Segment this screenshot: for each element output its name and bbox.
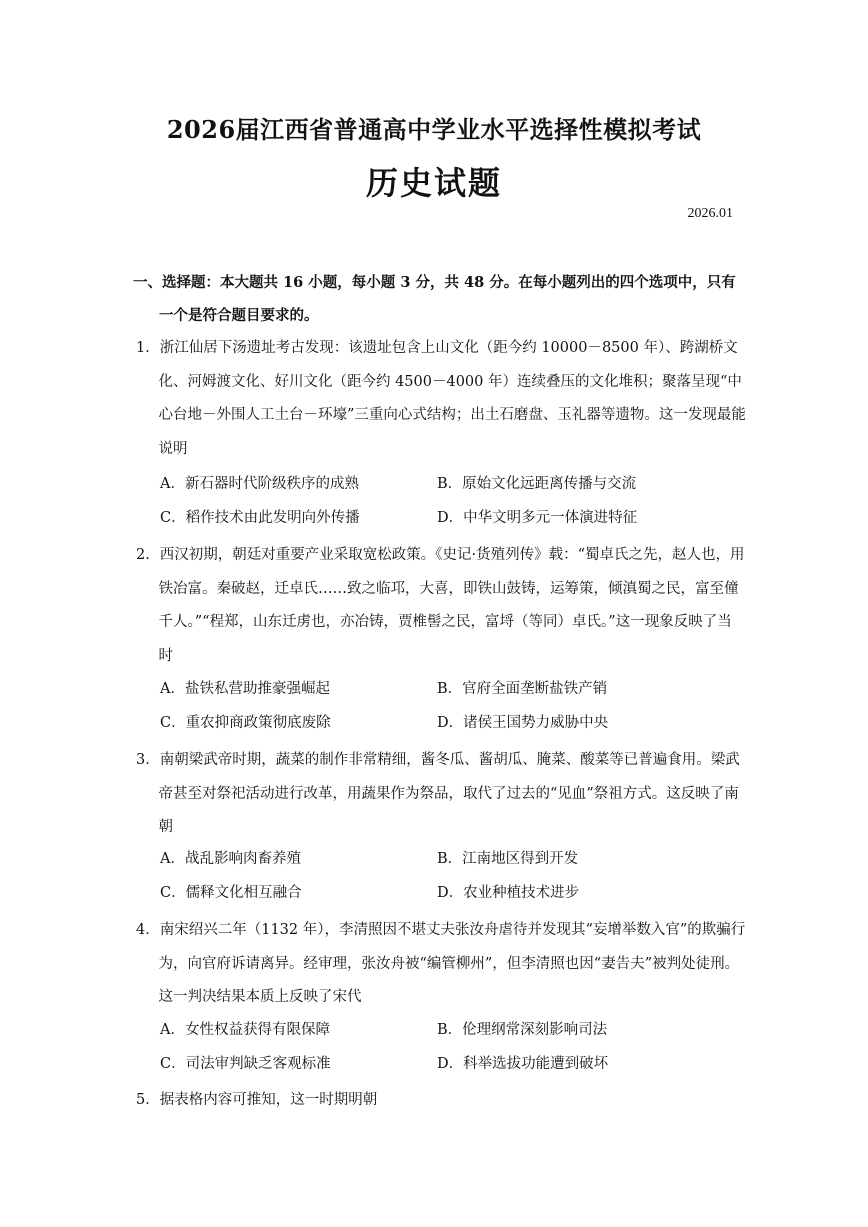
- option-b[interactable]: B．江南地区得到开发: [437, 851, 579, 867]
- option-b[interactable]: B．官府全面垄断盐铁产销: [437, 681, 608, 697]
- question-stem: 4．南宋绍兴二年（1132 年），李清照因不堪丈夫张汝舟虐待并发现其“妄增举数入官”的欺骗行为，向官府诉请离异。经审理，张汝舟被“编管柳州”，但李清照也因“妻告夫”被判处徒刑。这一判决结果本质上反映了宋代: [136, 922, 746, 1005]
- question-5: [136, 1084, 746, 1118]
- question-4: [136, 914, 746, 1015]
- option-b[interactable]: B．伦理纲常深刻影响司法: [437, 1022, 608, 1038]
- option-c[interactable]: C．稻作技术由此发明向外传播: [160, 510, 360, 526]
- option-c[interactable]: C．重农抑商政策彻底废除: [160, 715, 331, 731]
- subject-title: 历史试题: [365, 164, 502, 202]
- question-stem: 2．西汉初期，朝廷对重要产业采取宽松政策。《史记·货殖列传》载：“蜀卓氏之先，赵人也，用铁冶富。秦破赵，迁卓氏……致之临邛，大喜，即铁山鼓铸，运筹策，倾滇蜀之民，富至僮千人。”“程郑，山东迁虏也，亦冶铸，贾椎髻之民，富埒（等同）卓氏。”这一现象反映了当时: [136, 547, 745, 664]
- question-stem: 3．南朝梁武帝时期，蔬菜的制作非常精细，酱冬瓜、酱胡瓜、腌菜、酸菜等已普遍食用。梁武帝甚至对祭祀活动进行改革，用蔬果作为祭品，取代了过去的“见血”祭祖方式。这反映了南朝: [136, 752, 740, 835]
- option-a[interactable]: A．新石器时代阶级秩序的成熟: [160, 476, 359, 492]
- option-a[interactable]: A．女性权益获得有限保障: [160, 1022, 330, 1038]
- question-3: [136, 744, 746, 845]
- exam-date: 2026.01: [687, 206, 733, 221]
- question-stem: 1．浙江仙居下汤遗址考古发现：该遗址包含上山文化（距今约 10000－8500 年）、跨湖桥文化、河姆渡文化、好川文化（距今约 4500－4000 年）连续叠压的文化堆积；聚落呈现“中心台地－外围人工土台－环壕”三重向心式结构；出土石磨盘、玉礼器等遗物。这一发现最能说明: [136, 340, 746, 457]
- exam-title: 2026届江西省普通高中学业水平选择性模拟考试: [166, 115, 702, 144]
- option-d[interactable]: D．农业种植技术进步: [437, 885, 580, 901]
- option-c[interactable]: C．儒释文化相互融合: [160, 885, 302, 901]
- question-2: [136, 539, 746, 673]
- section-heading-text: 一、选择题：本大题共 16 小题，每小题 3 分，共 48 分。在每小题列出的四个选项中，只有一个是符合题目要求的。: [133, 274, 736, 324]
- option-d[interactable]: D．中华文明多元一体演进特征: [437, 510, 638, 526]
- option-c[interactable]: C．司法审判缺乏客观标准: [160, 1056, 331, 1072]
- option-d[interactable]: D．诸侯王国势力威胁中央: [437, 715, 609, 731]
- option-b[interactable]: B．原始文化远距离传播与交流: [437, 476, 637, 492]
- question-1: [136, 332, 746, 466]
- question-stem: 5．据表格内容可推知，这一时期明朝: [136, 1092, 378, 1108]
- option-a[interactable]: A．盐铁私营助推豪强崛起: [160, 681, 330, 697]
- section-heading: [133, 266, 745, 332]
- option-a[interactable]: A．战乱影响肉畜养殖: [160, 851, 301, 867]
- option-d[interactable]: D．科举选拔功能遭到破坏: [437, 1056, 609, 1072]
